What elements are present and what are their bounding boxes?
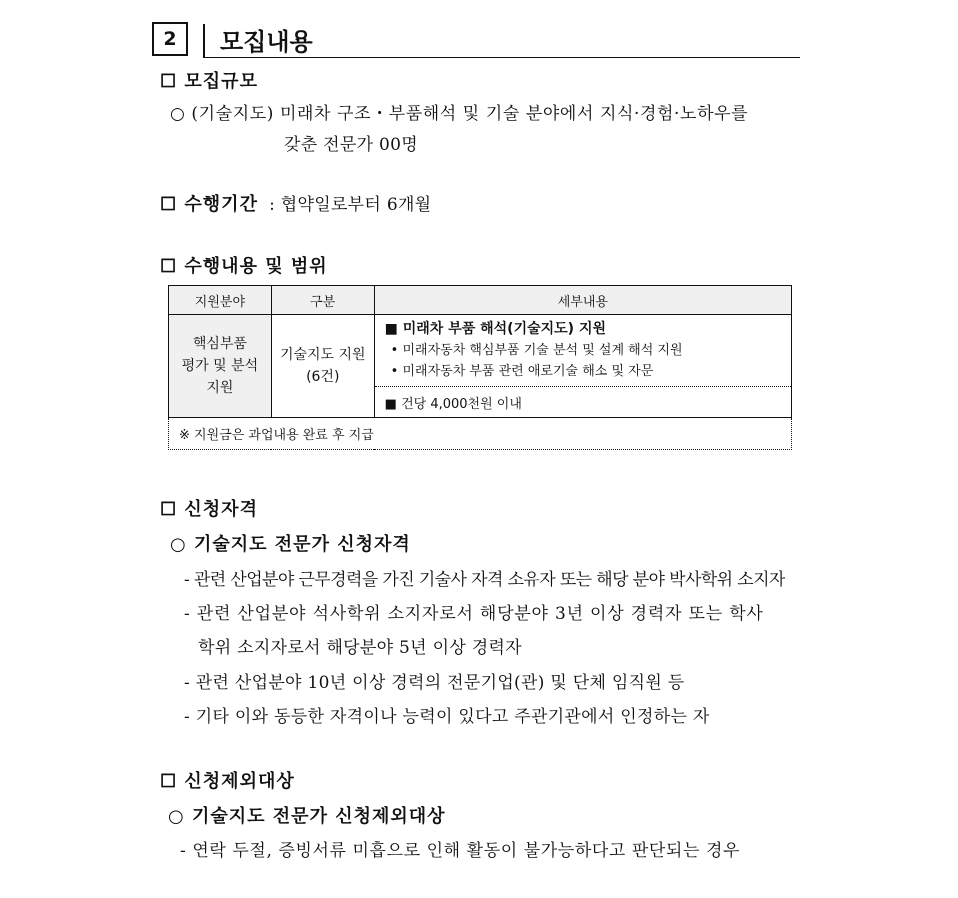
qualification-item: - 관련 산업분야 근무경력을 가진 기술사 자격 소유자 또는 해당 분야 박사학위 소지자 — [184, 570, 785, 590]
scope-heading: ☐ 수행내용 및 범위 — [160, 256, 328, 277]
title-underline — [203, 57, 800, 58]
category-cell — [271, 315, 374, 418]
table-header-row — [169, 286, 792, 315]
detail-cell — [374, 315, 791, 387]
category-line: (6건) — [306, 369, 340, 385]
detail-cost-cell — [374, 387, 791, 418]
field-cell — [169, 315, 272, 418]
exclusion-sub: ○ 기술지도 전문가 신청제외대상 — [168, 806, 446, 827]
qualification-item-continued: 학위 소지자로서 해당분야 5년 이상 경력자 — [198, 638, 522, 658]
recruit-scale-line1: ○ (기술지도) 미래차 구조・부품해석 및 기술 분야에서 지식·경험·노하우를 — [170, 104, 749, 124]
section-number-box — [152, 22, 188, 56]
detail-item: • 미래자동차 핵심부품 기술 분석 및 설계 해석 지원 — [390, 343, 683, 358]
table-note: ※ 지원금은 과업내용 완료 후 지급 — [179, 428, 374, 443]
header-cell-field: 지원분야 — [169, 286, 272, 315]
qualification-heading: ☐ 신청자격 — [160, 499, 258, 520]
field-line: 지원 — [206, 380, 234, 396]
header-cell-category: 구분 — [271, 286, 374, 315]
qualification-item: - 관련 산업분야 석사학위 소지자로서 해당분야 3년 이상 경력자 또는 학사 — [184, 604, 764, 624]
table-row — [169, 315, 792, 387]
title-divider — [203, 24, 205, 57]
detail-title: ■ 미래차 부품 해석(기술지도) 지원 — [384, 321, 606, 337]
field-line: 핵심부품 — [192, 336, 247, 352]
recruit-scale-heading: ☐ 모집규모 — [160, 71, 258, 92]
qualification-item: - 관련 산업분야 10년 이상 경력의 전문기업(관) 및 단체 임직원 등 — [184, 673, 685, 693]
recruit-scale-line2: 갖춘 전문가 00명 — [284, 135, 418, 155]
qualification-sub: ○ 기술지도 전문가 신청자격 — [170, 534, 411, 555]
exclusion-item: - 연락 두절, 증빙서류 미흡으로 인해 활동이 불가능하다고 판단되는 경우 — [180, 841, 741, 861]
category-line: 기술지도 지원 — [279, 347, 366, 363]
period-row — [160, 190, 431, 216]
section-title: 모집내용 — [220, 28, 313, 56]
qualification-item: - 기타 이와 동등한 자격이나 능력이 있다고 주관기관에서 인정하는 자 — [184, 707, 710, 727]
period-text: : 협약일로부터 6개월 — [269, 195, 432, 215]
header-cell-detail: 세부내용 — [374, 286, 791, 315]
period-heading: ☐ 수행기간 — [160, 194, 258, 215]
support-table — [168, 285, 792, 450]
table-note-row — [169, 418, 792, 450]
exclusion-heading: ☐ 신청제외대상 — [160, 771, 295, 792]
detail-cost: ■ 건당 4,000천원 이내 — [384, 396, 522, 412]
section-number: 2 — [163, 28, 177, 50]
note-cell — [169, 418, 792, 450]
detail-item: • 미래자동차 부품 관련 애로기술 해소 및 자문 — [390, 364, 654, 379]
field-line: 평가 및 분석 — [181, 358, 259, 374]
